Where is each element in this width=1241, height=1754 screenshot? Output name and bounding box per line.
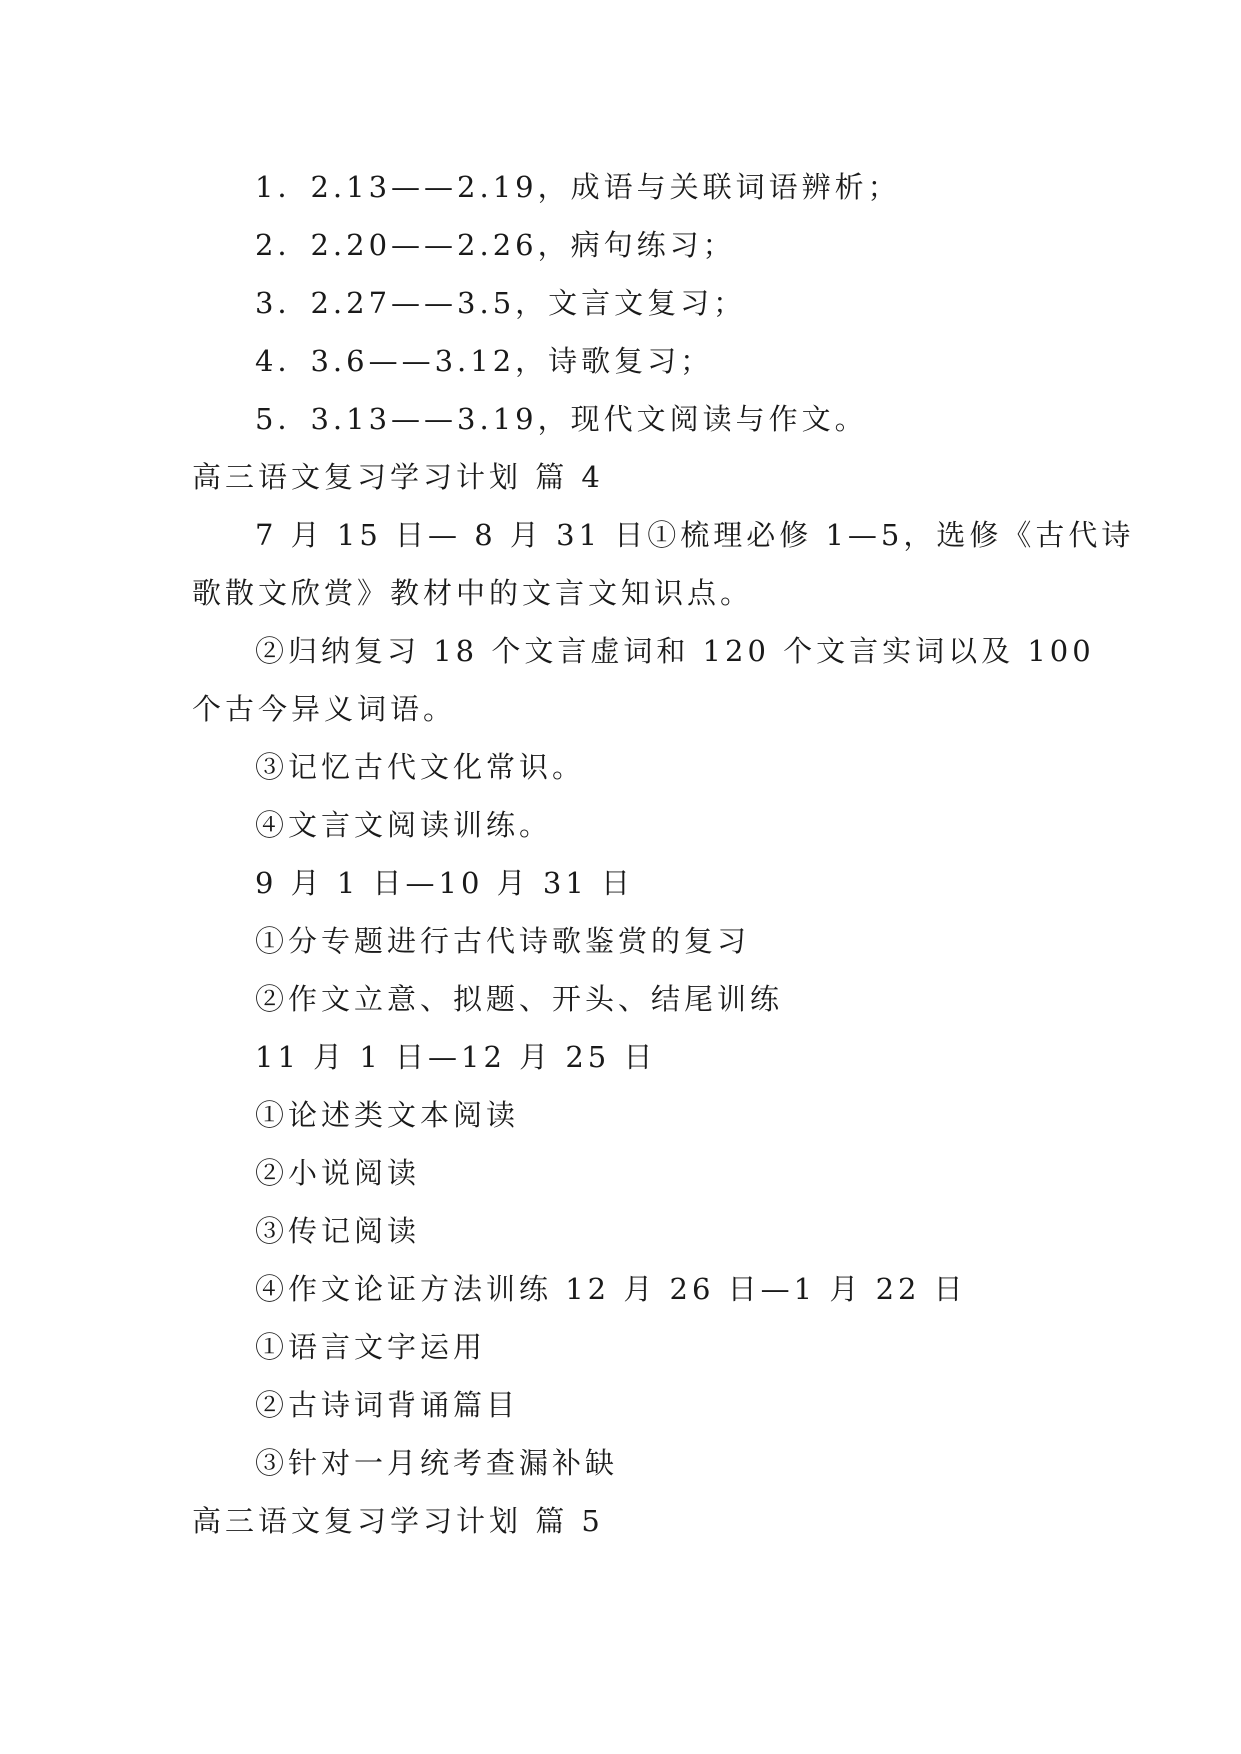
paragraph-line: ③针对一月统考查漏补缺 [255, 1446, 619, 1480]
schedule-item-5: 5．3.13——3.19，现代文阅读与作文。 [255, 402, 868, 436]
paragraph-line: ②古诗词背诵篇目 [255, 1388, 520, 1422]
paragraph-line: ④文言文阅读训练。 [255, 808, 553, 842]
schedule-item-1: 1．2.13——2.19，成语与关联词语辨析； [255, 170, 901, 204]
section-heading-5: 高三语文复习学习计划 篇 5 [192, 1504, 604, 1538]
date-range-line: 9 月 1 日—10 月 31 日 [255, 866, 635, 900]
paragraph-line: 歌散文欣赏》教材中的文言文知识点。 [192, 576, 754, 610]
paragraph-line: ①分专题进行古代诗歌鉴赏的复习 [255, 924, 751, 958]
paragraph-line: ②归纳复习 18 个文言虚词和 120 个文言实词以及 100 [255, 634, 1095, 668]
paragraph-line: ③传记阅读 [255, 1214, 421, 1248]
paragraph-line: ②小说阅读 [255, 1156, 421, 1190]
paragraph-line: ②作文立意、拟题、开头、结尾训练 [255, 982, 784, 1016]
date-range-line: 11 月 1 日—12 月 25 日 [255, 1040, 657, 1074]
schedule-item-2: 2．2.20——2.26，病句练习； [255, 228, 736, 262]
section-heading-4: 高三语文复习学习计划 篇 4 [192, 460, 604, 494]
paragraph-line: 7 月 15 日— 8 月 31 日①梳理必修 1—5，选修《古代诗 [255, 518, 1135, 552]
paragraph-line: ④作文论证方法训练 12 月 26 日—1 月 22 日 [255, 1272, 967, 1306]
paragraph-line: ③记忆古代文化常识。 [255, 750, 586, 784]
paragraph-line: ①论述类文本阅读 [255, 1098, 520, 1132]
paragraph-line: 个古今异义词语。 [192, 692, 457, 726]
schedule-item-3: 3．2.27——3.5，文言文复习； [255, 286, 747, 320]
paragraph-line: ①语言文字运用 [255, 1330, 487, 1364]
schedule-item-4: 4．3.6——3.12，诗歌复习； [255, 344, 714, 378]
